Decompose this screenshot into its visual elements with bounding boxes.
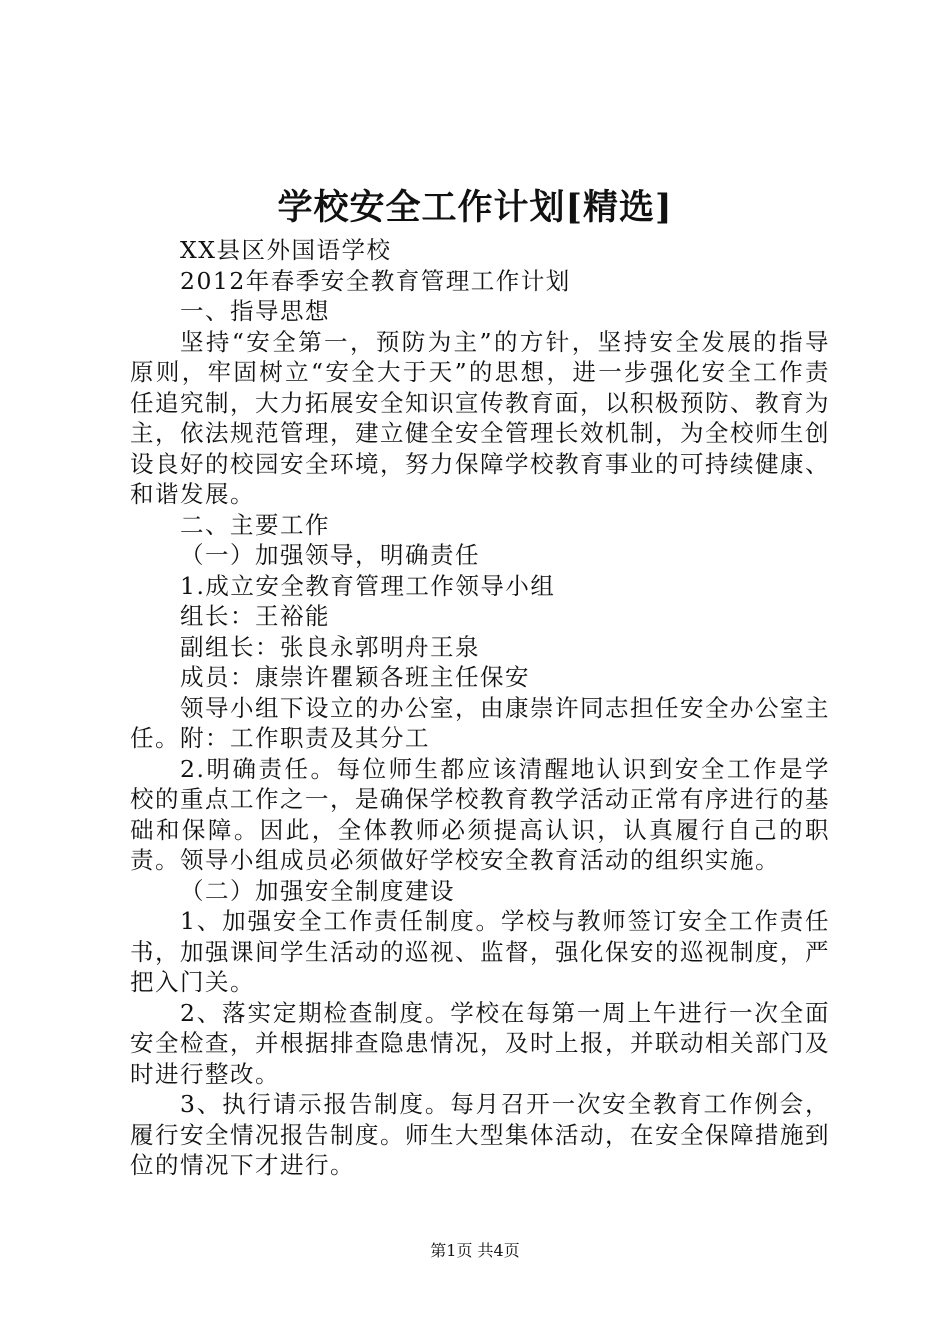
- item-leading-group: 1.成立安全教育管理工作领导小组: [180, 571, 556, 600]
- paragraph-system-3: 3、执行请示报告制度。每月召开一次安全教育工作例会，履行安全情况报告制度。师生大型集体活动，在安全保障措施到位的情况下才进行。: [130, 1090, 830, 1179]
- document-title: 学校安全工作计划[精选]: [277, 187, 673, 228]
- page-footer: 第1页 共4页: [430, 1241, 520, 1260]
- plan-name-line: 2012年春季安全教育管理工作计划: [180, 266, 571, 295]
- paragraph-responsibility: 2.明确责任。每位师生都应该清醒地认识到安全工作是学校的重点工作之一，是确保学校教育教学活动正常有序进行的基础和保障。因此，全体教师必须提高认识，认真履行自己的职责。领导小组成员必须做好学校安全教育活动的组织实施。: [130, 754, 830, 874]
- school-name-line: XX县区外国语学校: [180, 236, 392, 264]
- section-heading-guiding-ideology: 一、指导思想: [180, 297, 330, 325]
- paragraph-office: 领导小组下设立的办公室，由康崇许同志担任安全办公室主任。附：工作职责及其分工: [130, 693, 830, 752]
- paragraph-system-2: 2、落实定期检查制度。学校在每第一周上午进行一次全面安全检查，并根据排查隐患情况，及时上报，并联动相关部门及时进行整改。: [130, 998, 830, 1088]
- paragraph-system-1: 1、加强安全工作责任制度。学校与教师签订安全工作责任书，加强课间学生活动的巡视、监督，强化保安的巡视制度，严把入门关。: [130, 907, 830, 996]
- subsection-heading-leadership: （一）加强领导，明确责任: [180, 541, 480, 569]
- section-heading-main-work: 二、主要工作: [180, 510, 330, 539]
- deputy-leader-line: 副组长：张良永郭明舟王泉: [180, 632, 480, 661]
- members-line: 成员：康崇许瞿颖各班主任保安: [180, 663, 530, 691]
- paragraph-guiding-ideology: 坚持“安全第一，预防为主”的方针，坚持安全发展的指导原则，牢固树立“安全大于天”的思想，进一步强化安全工作责任追究制，大力拓展安全知识宣传教育面，以积极预防、教育为主，依法规范管理，建立健全安全管理长效机制，为全校师生创设良好的校园安全环境，努力保障学校教育事业的可持续健康、和谐发展。: [130, 327, 830, 508]
- subsection-heading-system: （二）加强安全制度建设: [180, 876, 455, 905]
- group-leader-line: 组长：王裕能: [180, 602, 330, 630]
- document-body: [130, 235, 830, 1181]
